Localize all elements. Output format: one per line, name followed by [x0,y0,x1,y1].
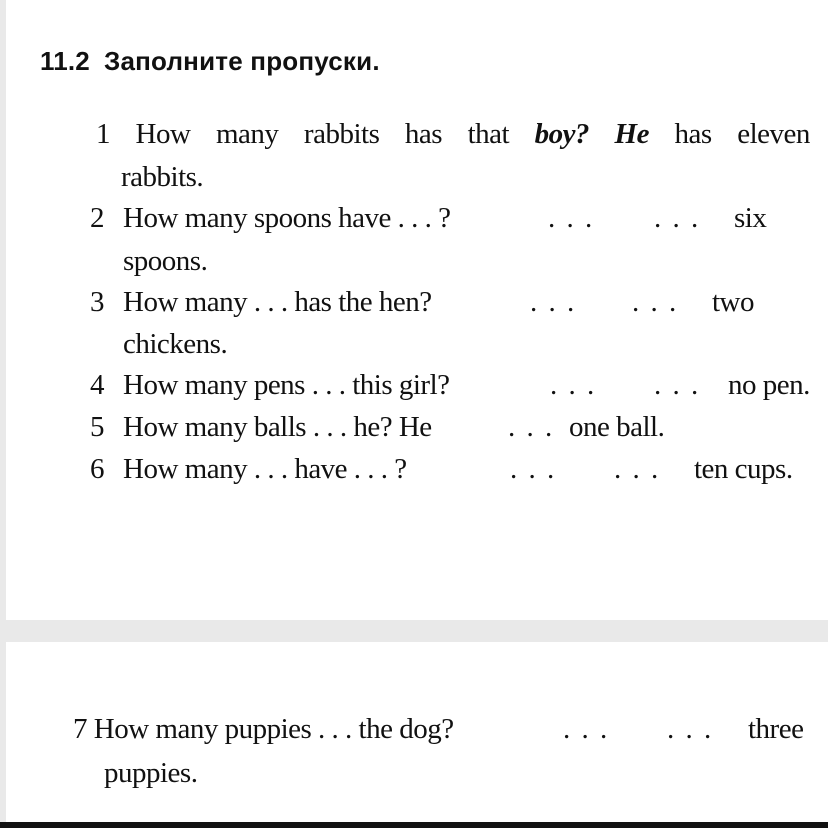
answer-gap: . . . [632,286,679,318]
item-number: 3 [90,286,104,318]
item-word: rabbits [303,118,380,150]
item-4-question: How many pens . . . this girl? [123,369,450,401]
item-number: 6 [90,453,104,485]
item-word: How [135,118,191,150]
item-5-answer: one ball. [569,411,665,443]
answer-gap: . . . [548,202,595,234]
item-6-question: How many . . . have . . . ? [123,453,407,485]
exercise-heading [40,46,380,77]
item-number: 2 [90,202,104,234]
item-2-question: How many spoons have . . . ? [123,202,451,234]
item-7-question-text: How many puppies . . . the dog? [93,713,454,745]
item-word-emphasis: He [614,118,649,150]
exercise-number: 11.2 [40,46,90,76]
item-5-question: How many balls . . . he? He [123,411,432,443]
answer-gap: . . . [508,411,555,443]
item-3-answer: two [712,286,754,318]
item-7-continuation: puppies. [104,757,198,789]
item-number: 5 [90,411,104,443]
item-4-answer: no pen. [728,369,810,401]
bottom-border [0,822,828,828]
item-word-emphasis: boy? [534,118,589,150]
item-number: 7 [73,713,87,745]
item-3-continuation: chickens. [123,328,228,360]
answer-gap: . . . [654,369,701,401]
answer-gap: . . . [667,713,714,745]
answer-gap: . . . [654,202,701,234]
answer-gap: . . . [550,369,597,401]
answer-gap: . . . [530,286,577,318]
item-number: 1 [96,118,110,150]
item-3-question: How many . . . has the hen? [123,286,432,318]
item-number: 4 [90,369,104,401]
item-word: many [215,118,279,150]
item-1-continuation: rabbits. [121,161,204,193]
exercise-title: Заполните пропуски. [103,46,380,76]
item-7-answer: three [748,713,804,745]
item-word: that [467,118,510,150]
answer-gap: . . . [563,713,610,745]
item-word: has [674,118,712,150]
item-word: has [404,118,443,150]
item-word: eleven [737,118,810,150]
item-1-line-1 [96,117,810,151]
item-6-answer: ten cups. [694,453,793,485]
item-2-answer: six [734,202,767,234]
item-7-question [73,712,454,746]
item-2-continuation: spoons. [123,245,208,277]
answer-gap: . . . [614,453,661,485]
answer-gap: . . . [510,453,557,485]
